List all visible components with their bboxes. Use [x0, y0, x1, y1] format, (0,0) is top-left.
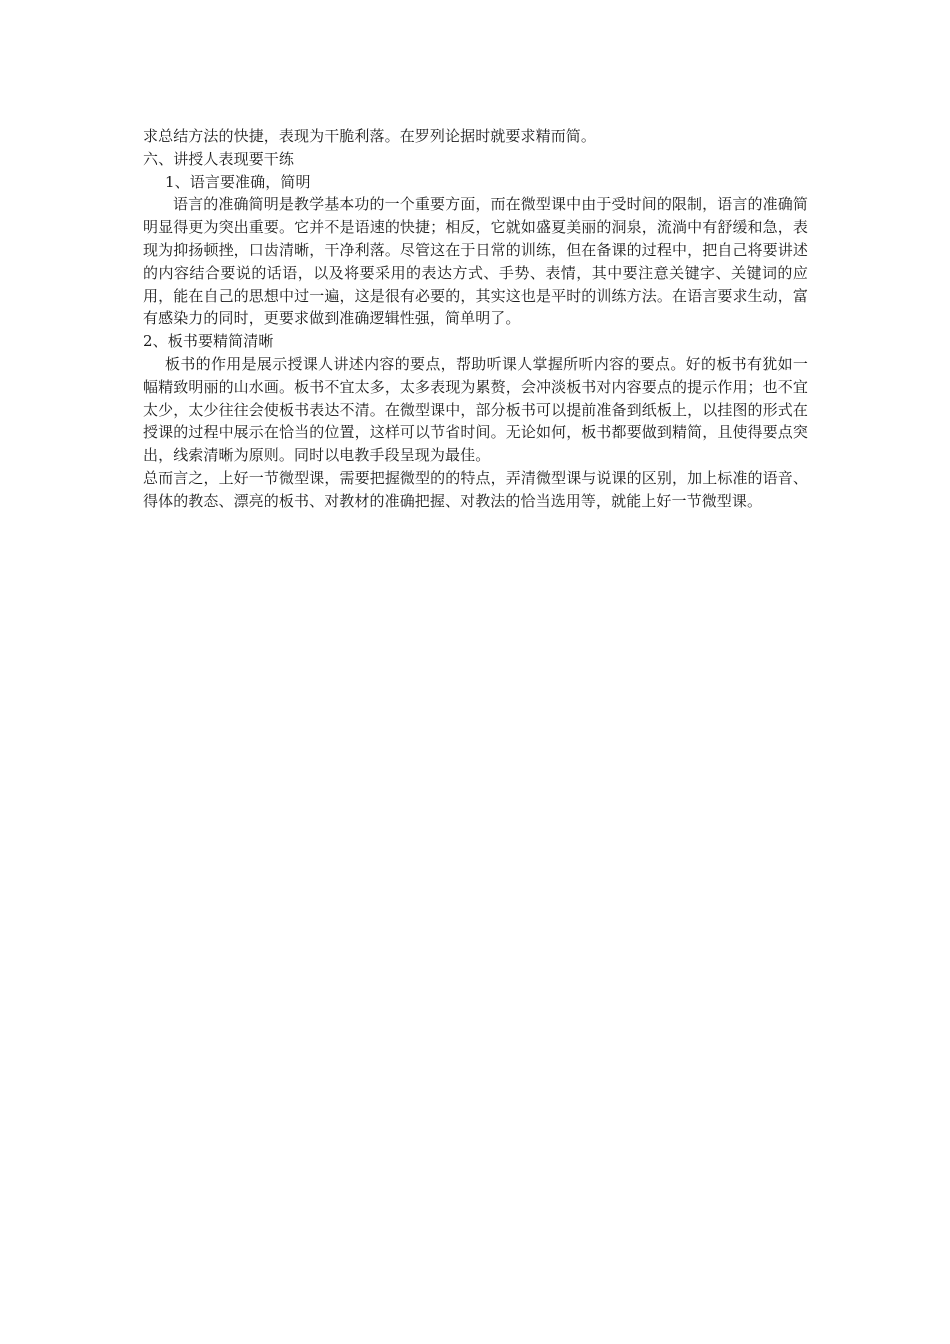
paragraph-continuation: 求总结方法的快捷，表现为干脆利落。在罗列论据时就要求精而简。	[143, 127, 597, 145]
paragraph-summary: 总而言之，上好一节微型课，需要把握微型的的特点，弄清微型课与说课的区别，加上标准的语音、得体的教态、漂亮的板书、对教材的准确把握、对教法的恰当选用等，就能上好一节微型课。	[143, 468, 808, 510]
subheading-blackboard: 2、板书要精简清晰	[143, 332, 274, 351]
paragraph-blackboard: 板书的作用是展示授课人讲述内容的要点，帮助听课人掌握所听内容的要点。好的板书有犹如一幅精致明丽的山水画。板书不宜太多，太多表现为累赘，会冲淡板书对内容要点的提示作用；也不宜太少，太少往往会使板书表达不清。在微型课中，部分板书可以提前准备到纸板上，以挂图的形式在授课的过程中展示在恰当的位置，这样可以节省时间。无论如何，板书都要做到精简，且使得要点突出，线索清晰为原则。同时以电教手段呈现为最佳。	[143, 354, 808, 465]
document-body	[143, 125, 808, 513]
paragraph-language: 语言的准确简明是教学基本功的一个重要方面，而在微型课中由于受时间的限制，语言的准确简明显得更为突出重要。它并不是语速的快捷；相反，它就如盛夏美丽的洞泉，流淌中有舒缓和急，表现为抑扬顿挫，口齿清晰，干净利落。尽管这在于日常的训练，但在备课的过程中，把自己将要讲述的内容结合要说的话语，以及将要采用的表达方式、手势、表情，其中要注意关键字、关键词的应用，能在自己的思想中过一遍，这是很有必要的，其实这也是平时的训练方法。在语言要求生动，富有感染力的同时，更要求做到准确逻辑性强，简单明了。	[143, 195, 808, 328]
subheading-language: 1、语言要准确，简明	[165, 172, 311, 191]
section-heading-6: 六、讲授人表现要干练	[143, 149, 295, 168]
